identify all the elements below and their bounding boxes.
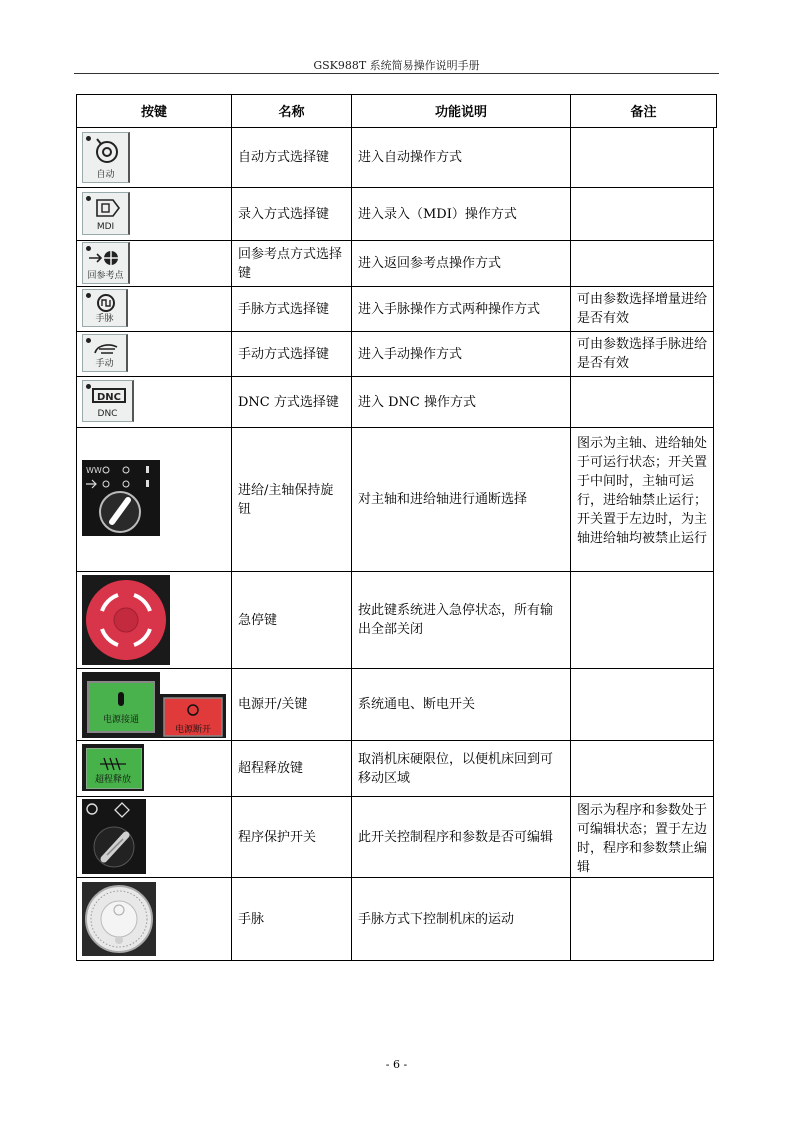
row-note: 可由参数选择手脉进给是否有效 (577, 337, 708, 371)
row-name: 电源开/关键 (238, 697, 308, 712)
row-function: 系统通电、断电开关 (358, 697, 476, 712)
row-function: 进入 DNC 操作方式 (358, 394, 477, 410)
col-header-note: 备注 (630, 105, 657, 120)
handwheel-mode-key-icon: 手脉 (82, 289, 128, 327)
manual-mode-key-icon: 手动 (82, 334, 128, 372)
row-function: 手脉方式下控制机床的运动 (358, 911, 515, 927)
row-note: 可由参数选择增量进给是否有效 (577, 292, 708, 326)
row-function: 进入自动操作方式 (358, 150, 463, 165)
row-name: 手动方式选择键 (238, 346, 330, 362)
row-function: 对主轴和进给轴进行通断选择 (358, 492, 528, 507)
power-on-label: 电源接通 (102, 715, 139, 725)
program-protect-switch-icon (82, 799, 146, 874)
svg-text:WW: WW (86, 466, 102, 475)
row-name: 超程释放键 (238, 761, 304, 776)
row-note: 图示为主轴、进给轴处于可运行状态；开关置于中间时，主轴可运行，进给轴禁止运行；开关置于左边时，为主轴进给轴均被禁止运行 (577, 436, 708, 546)
row-function: 取消机床硬限位，以便机床回到可移动区域 (358, 751, 554, 786)
page-number: - 6 - (385, 1058, 408, 1071)
row-function: 进入手脉操作方式两种操作方式 (358, 301, 541, 317)
feed-spindle-hold-knob-icon (82, 460, 160, 536)
row-name: DNC 方式选择键 (238, 394, 339, 410)
row-name: 回参考点方式选择键 (238, 246, 343, 281)
row-name: 自动方式选择键 (238, 150, 330, 165)
svg-text:DNC: DNC (96, 392, 122, 403)
col-header-key: 按键 (140, 105, 167, 120)
page-header-title: GSK988T 系统简易操作说明手册 (313, 59, 480, 72)
emergency-stop-icon (82, 575, 170, 665)
overtravel-release-key-icon: 超程释放 (82, 744, 144, 791)
handwheel-icon (82, 882, 156, 956)
row-function: 进入返回参考点操作方式 (358, 256, 502, 271)
row-note: 图示为程序和参数处于可编辑状态；置于左边时，程序和参数禁止编辑 (577, 803, 708, 875)
row-name: 手脉方式选择键 (238, 301, 330, 317)
row-name: 录入方式选择键 (238, 206, 330, 222)
power-off-label: 电源断开 (174, 725, 211, 735)
power-switch-icon (82, 672, 228, 738)
row-name: 急停键 (238, 612, 278, 628)
mdi-mode-key-icon: MDI (82, 192, 130, 235)
row-name: 程序保护开关 (238, 829, 317, 845)
row-name: 手脉 (238, 911, 265, 927)
row-function: 此开关控制程序和参数是否可编辑 (358, 829, 554, 845)
row-function: 进入录入（MDI）操作方式 (358, 206, 517, 222)
header-rule (74, 73, 719, 74)
dnc-mode-key-icon: DNC DNC (82, 380, 134, 422)
row-name: 进给/主轴保持旋钮 (238, 482, 334, 517)
reference-return-key-icon: 回参考点 (82, 242, 130, 284)
col-header-function: 功能说明 (434, 105, 487, 120)
col-header-name: 名称 (278, 105, 305, 120)
row-function: 进入手动操作方式 (358, 346, 463, 362)
auto-mode-key-icon: 自动 (82, 132, 130, 183)
row-function: 按此键系统进入急停状态，所有输出全部关闭 (358, 603, 554, 637)
